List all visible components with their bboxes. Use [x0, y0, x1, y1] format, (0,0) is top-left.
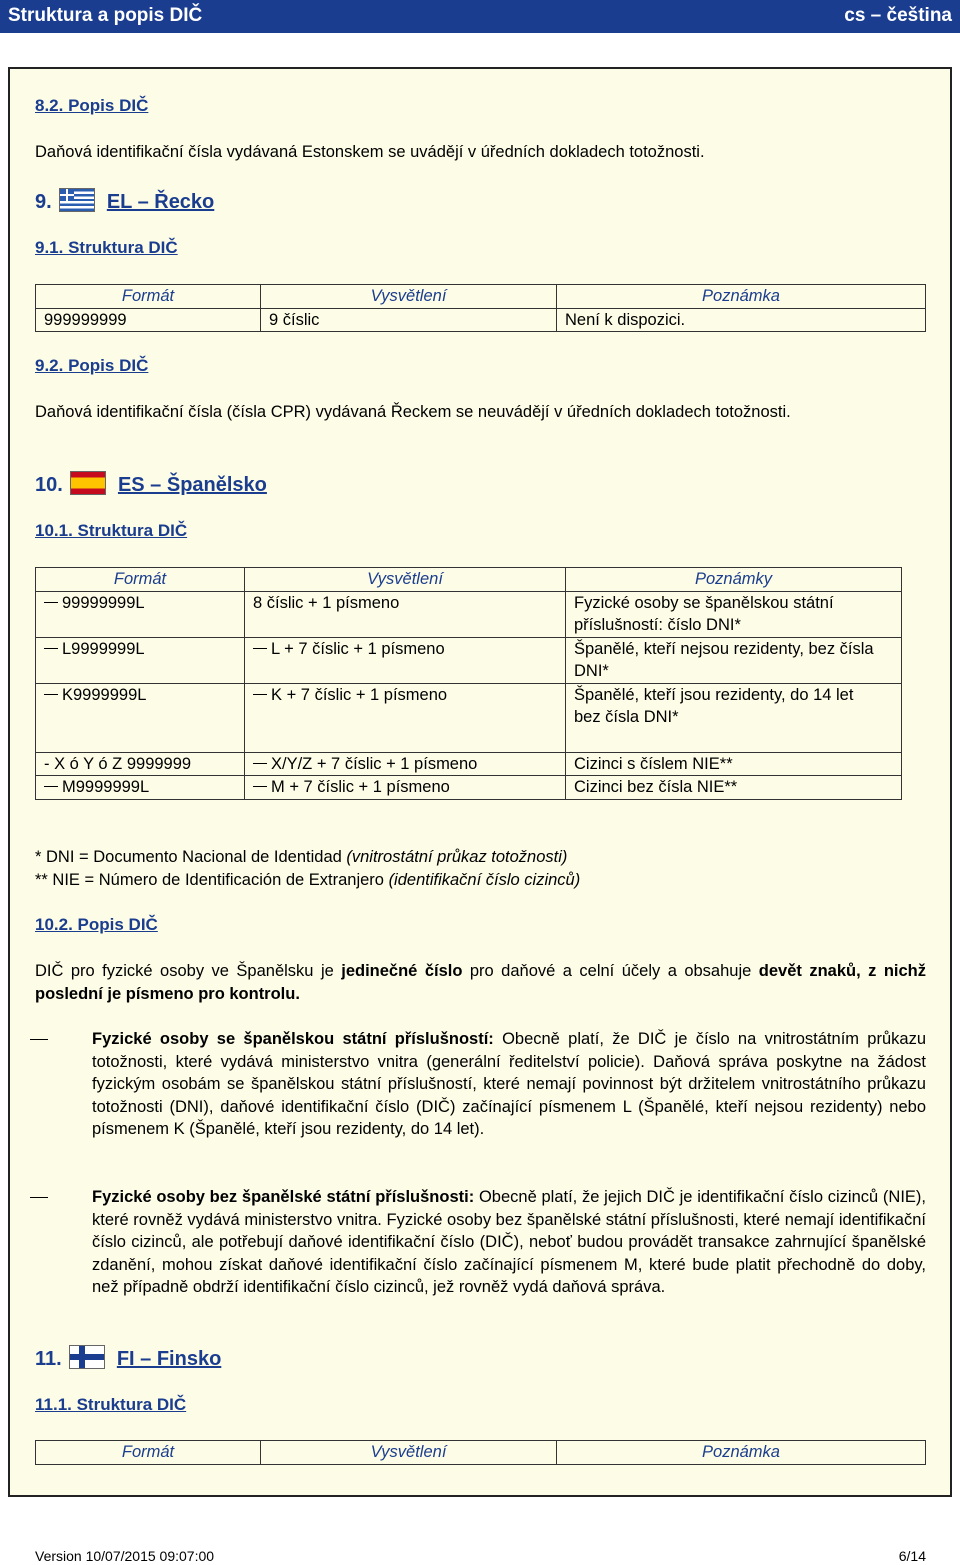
footnote-dni: * DNI = Documento Nacional de Identidad (vnitrostátní průkaz totožnosti) [35, 848, 568, 866]
greece-flag-icon [59, 188, 95, 212]
table-row: M9999999L M + 7 číslic + 1 písmeno Cizinci bez čísla NIE** [36, 776, 902, 800]
ee-popis-text: Daňová identifikační čísla vydávaná Estonskem se uvádějí v úředních dokladech totožnosti. [35, 143, 705, 161]
heading-fi[interactable]: 11. FI – Finsko [35, 1345, 926, 1371]
table-header-row: Formát Vysvětlení Poznámka [36, 285, 926, 309]
fi-format-table [35, 1440, 926, 1465]
table-row: 999999999 9 číslic Není k dispozici. [36, 308, 926, 332]
es-popis-text: DIČ pro fyzické osoby ve Španělsku je jedinečné číslo pro daňové a celní účely a obsahuje devět znaků, z nichž poslední je písmeno pro kontrolu. [35, 962, 927, 1003]
table-header-row: Formát Vysvětlení Poznámka [36, 1441, 926, 1465]
el-popis-text: Daňová identifikační čísla (čísla CPR) vydávaná Řeckem se neuvádějí v úředních dokladech totožnosti. [35, 403, 791, 421]
table-row: K9999999L K + 7 číslic + 1 písmeno Španělé, kteří jsou rezidenty, do 14 let bez čísla DNI* [36, 683, 902, 752]
heading-es-struktura[interactable]: 10.1. Struktura DIČ [35, 521, 188, 540]
table-header-row: Formát Vysvětlení Poznámky [36, 568, 902, 592]
heading-el-popis[interactable]: 9.2. Popis DIČ [35, 356, 149, 375]
table-row: L9999999L L + 7 číslic + 1 písmeno Španělé, kteří nejsou rezidenty, bez čísla DNI* [36, 637, 902, 683]
finland-flag-icon [69, 1345, 105, 1369]
heading-fi-struktura[interactable]: 11.1. Struktura DIČ [35, 1395, 187, 1414]
header-title: Struktura a popis DIČ [8, 5, 203, 26]
heading-es[interactable]: 10. ES – Španělsko [35, 471, 926, 497]
list-item: Fyzické osoby bez španělské státní příslušnosti: Obecně platí, že jejich DIČ je identifikační číslo cizinců (NIE), které rovněž vydává ministerstvo vnitra. Fyzické osoby bez španělské státní příslušnosti, které nemají identifikační číslo cizinců, ale potřebují daňové identifikační číslo (DIČ), neboť budou provádět transakce zahrnující španělské zdanění, mohou získat daňové identifikační číslo začínající písmenem M, které bude platit přechodně do doby, než případně obdrží identifikační číslo cizinců, jež rovněž vydá daňová správa. [92, 1186, 926, 1299]
es-format-table [35, 567, 902, 800]
heading-es-popis[interactable]: 10.2. Popis DIČ [35, 915, 158, 934]
page-header [0, 0, 960, 33]
heading-ee-popis[interactable]: 8.2. Popis DIČ [35, 96, 149, 115]
spain-flag-icon [70, 471, 106, 495]
table-row: - X ó Y ó Z 9999999 X/Y/Z + 7 číslic + 1 písmeno Cizinci s číslem NIE** [36, 752, 902, 776]
footer-page-number: 6/14 [898, 1548, 926, 1564]
el-format-table [35, 284, 926, 332]
header-language: cs – čeština [844, 5, 952, 26]
table-row: 99999999L 8 číslic + 1 písmeno Fyzické osoby se španělskou státní příslušností: číslo DNI* [36, 591, 902, 637]
bullet-dash-icon [30, 1039, 48, 1040]
footnote-nie: ** NIE = Número de Identificación de Extranjero (identifikační číslo cizinců) [35, 871, 581, 889]
bullet-dash-icon [30, 1197, 48, 1198]
heading-el-struktura[interactable]: 9.1. Struktura DIČ [35, 238, 178, 257]
list-item: Fyzické osoby se španělskou státní příslušností: Obecně platí, že DIČ je číslo na vnitrostátním průkazu totožnosti, které vydává ministerstvo vnitra (generální ředitelství policie). Daňová správa poskytne na žádost fyzickým osobám se španělskou státní příslušností, které nemají povinnost být držitelem vnitrostátního průkazu totožnosti (DNI), daňové identifikační číslo (DIČ) začínající písmenem L (Španělé, kteří nejsou rezidenty) nebo písmenem K (Španělé, kteří jsou rezidenty, do 14 let). [92, 1028, 926, 1141]
heading-el[interactable]: 9. EL – Řecko [35, 188, 926, 214]
footer-version: Version 10/07/2015 09:07:00 [35, 1548, 215, 1564]
